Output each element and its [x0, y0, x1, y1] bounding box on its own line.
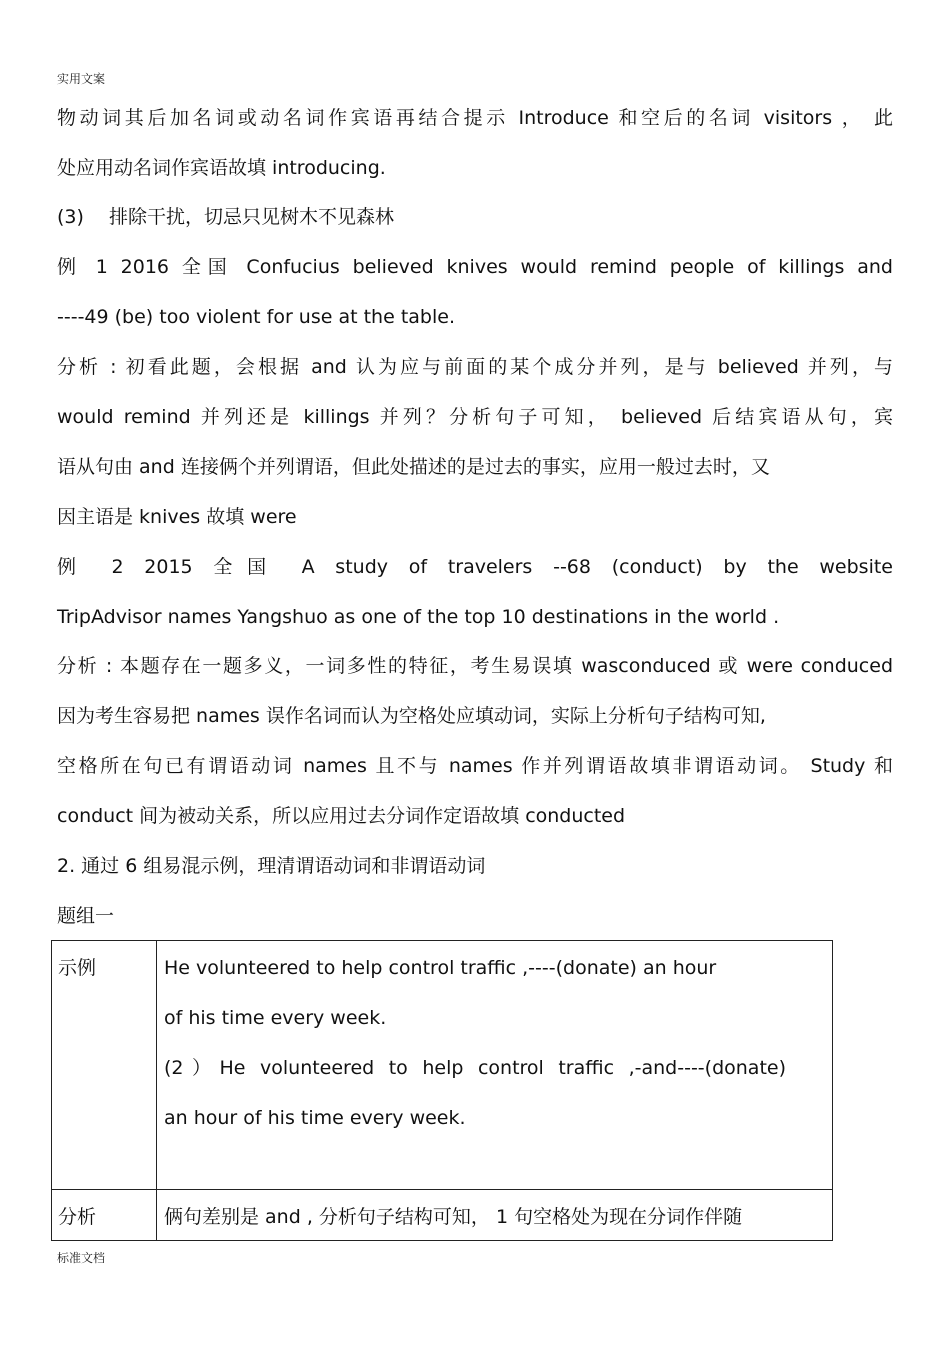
body-line-1: 物动词其后加名词或动名词作宾语再结合提示 Introduce 和空后的名词 visitors ， 此 — [57, 107, 893, 129]
page-footer: 标准文档 — [57, 1251, 106, 1265]
page-header: 实用文案 — [57, 72, 106, 86]
body-line-12: 分析 : 本题存在一题多义，一词多性的特征，考生易误填 wasconduced 或 were conduced — [57, 655, 893, 677]
example-line-2: of his time every week. — [164, 1007, 387, 1029]
body-line-4: 例 1 2016 全国 Confucius believed knives would remind people of killings and — [57, 256, 893, 278]
body-line-7: would remind 并列还是 killings 并列？分析句子可知， believed 后结宾语从句，宾 — [57, 406, 893, 428]
example-content-cell — [157, 941, 833, 1190]
example-line-3: (2）He volunteered to help control traffic ,-and----(donate) — [164, 1057, 786, 1079]
example-line-1: He volunteered to help control traffic ,----(donate) an hour — [164, 957, 717, 979]
body-line-11: TripAdvisor names Yangshuo as one of the top 10 destinations in the world . — [57, 606, 780, 628]
example-table — [51, 940, 833, 1241]
table-row — [52, 941, 833, 1190]
group-heading: 题组一 — [57, 905, 115, 927]
body-line-9: 因主语是 knives 故填 were — [57, 506, 297, 528]
body-line-14: 空格所在句已有谓语动词 names 且不与 names 作并列谓语故填非谓语动词。 Study 和 — [57, 755, 893, 777]
analysis-label-cell — [52, 1190, 157, 1241]
analysis-label: 分析 — [58, 1206, 97, 1228]
example-label: 示例 — [58, 957, 97, 979]
analysis-content-cell — [157, 1190, 833, 1241]
body-line-15: conduct 间为被动关系，所以应用过去分词作定语故填 conducted — [57, 805, 626, 827]
section-heading: 2. 通过 6 组易混示例，理清谓语动词和非谓语动词 — [57, 855, 486, 877]
body-line-5: ----49 (be) too violent for use at the table. — [57, 306, 455, 328]
body-line-13: 因为考生容易把 names 误作名词而认为空格处应填动词，实际上分析句子结构可知, — [57, 705, 766, 727]
body-line-2: 处应用动名词作宾语故填 introducing. — [57, 157, 386, 179]
example-label-cell — [52, 941, 157, 1190]
body-line-8: 语从句由 and 连接俩个并列谓语，但此处描述的是过去的事实，应用一般过去时，又 — [57, 456, 770, 478]
body-line-10: 例 2 2015 全国 A study of travelers --68 (conduct) by the website — [57, 556, 893, 578]
body-line-6: 分析 : 初看此题，会根据 and 认为应与前面的某个成分并列，是与 believed 并列，与 — [57, 356, 893, 378]
analysis-text: 俩句差别是 and , 分析句子结构可知， 1 句空格处为现在分词作伴随 — [164, 1206, 743, 1228]
table-row — [52, 1190, 833, 1241]
body-line-3: (3) 排除干扰，切忌只见树木不见森林 — [57, 206, 394, 228]
example-line-4: an hour of his time every week. — [164, 1107, 466, 1129]
